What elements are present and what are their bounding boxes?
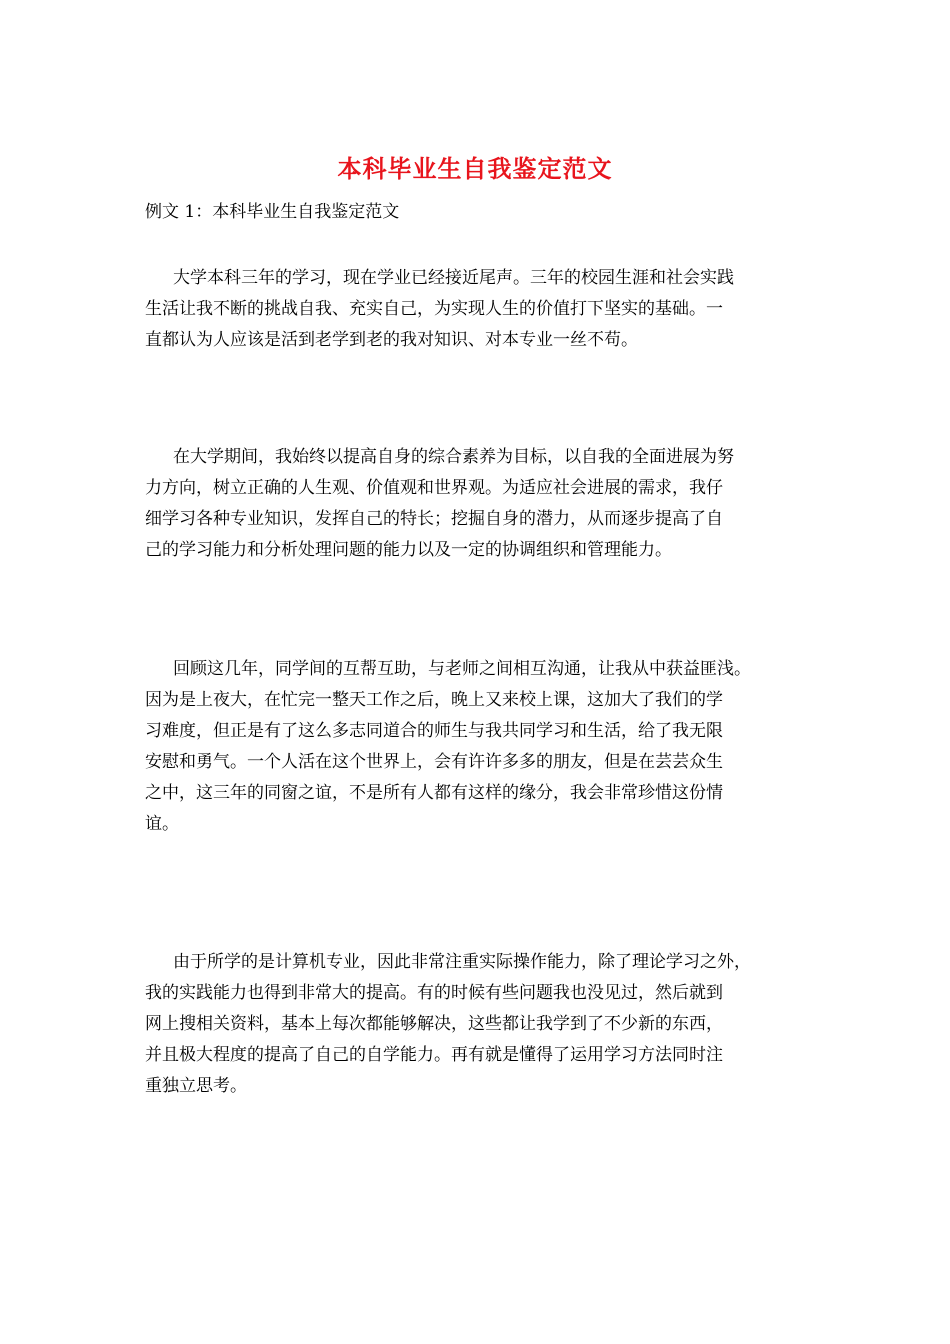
paragraph-line: 并且极大程度的提高了自己的自学能力。再有就是懂得了运用学习方法同时注 [145, 1045, 723, 1065]
document-title: 本科毕业生自我鉴定范文 [337, 154, 613, 183]
paragraph-3 [145, 654, 825, 840]
paragraph-line: 力方向，树立正确的人生观、价值观和世界观。为适应社会进展的需求，我仔 [145, 478, 723, 498]
paragraph-line: 重独立思考。 [145, 1076, 247, 1096]
paragraph-1 [145, 263, 825, 356]
paragraph-line: 之中，这三年的同窗之谊，不是所有人都有这样的缘分，我会非常珍惜这份情 [145, 783, 723, 803]
paragraph-line: 谊。 [145, 814, 179, 834]
paragraph-line: 我的实践能力也得到非常大的提高。有的时候有些问题我也没见过，然后就到 [145, 983, 723, 1003]
document-subtitle: 例文 1：本科毕业生自我鉴定范文 [145, 202, 400, 222]
paragraph-line: 由于所学的是计算机专业，因此非常注重实际操作能力，除了理论学习之外， [173, 952, 751, 972]
paragraph-2 [145, 442, 825, 566]
paragraph-line: 细学习各种专业知识，发挥自己的特长；挖掘自身的潜力，从而逐步提高了自 [145, 509, 723, 529]
paragraph-line: 因为是上夜大，在忙完一整天工作之后，晚上又来校上课，这加大了我们的学 [145, 690, 723, 710]
paragraph-line: 网上搜相关资料，基本上每次都能够解决，这些都让我学到了不少新的东西， [145, 1014, 723, 1034]
paragraph-line: 安慰和勇气。一个人活在这个世界上，会有许许多多的朋友，但是在芸芸众生 [145, 752, 723, 772]
paragraph-line: 直都认为人应该是活到老学到老的我对知识、对本专业一丝不苟。 [145, 330, 638, 350]
paragraph-line: 大学本科三年的学习，现在学业已经接近尾声。三年的校园生涯和社会实践 [173, 268, 734, 288]
paragraph-line: 回顾这几年，同学间的互帮互助，与老师之间相互沟通，让我从中获益匪浅。 [173, 659, 751, 679]
paragraph-line: 在大学期间，我始终以提高自身的综合素养为目标，以自我的全面进展为努 [173, 447, 734, 467]
paragraph-4 [145, 947, 825, 1102]
paragraph-line: 生活让我不断的挑战自我、充实自己，为实现人生的价值打下坚实的基础。一 [145, 299, 723, 319]
paragraph-line: 己的学习能力和分析处理问题的能力以及一定的协调组织和管理能力。 [145, 540, 672, 560]
paragraph-line: 习难度，但正是有了这么多志同道合的师生与我共同学习和生活，给了我无限 [145, 721, 723, 741]
